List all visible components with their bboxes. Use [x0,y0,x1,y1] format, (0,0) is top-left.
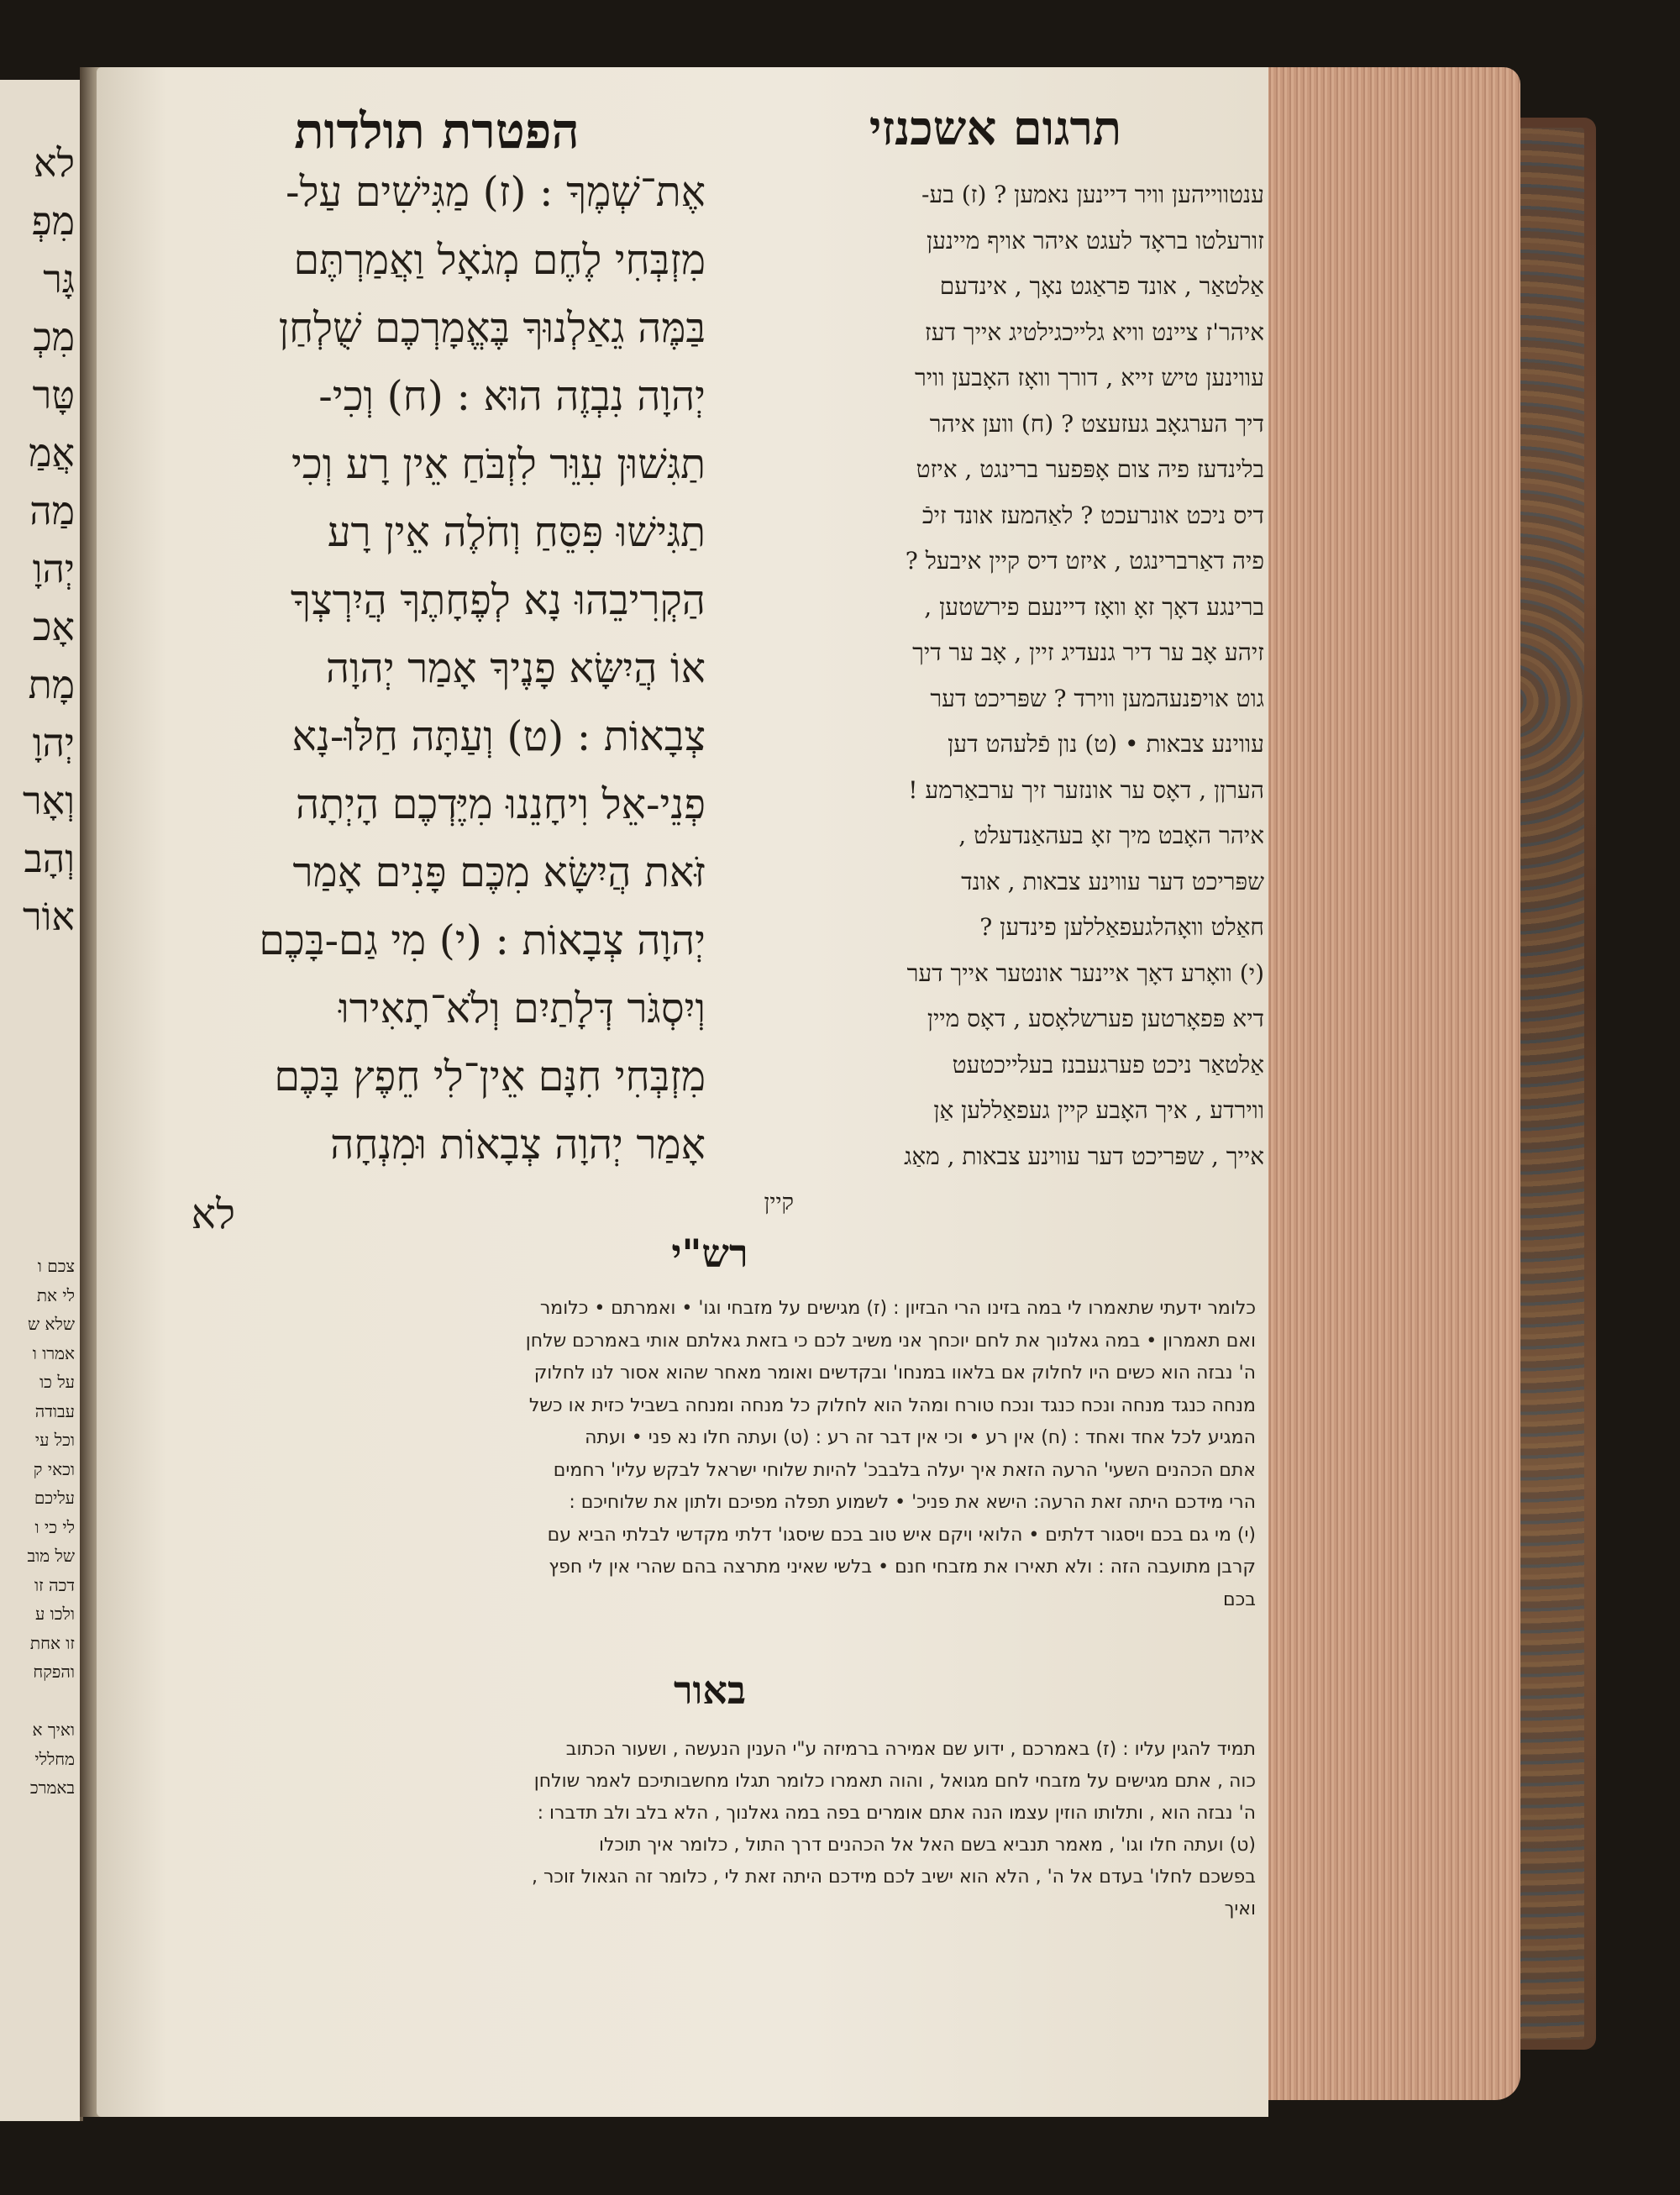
hebrew-verse-line: וְיִסְגֹּר דְּלָתַיִם וְלֹא־תָאִירוּ [339,985,706,1032]
catchword: קיין [764,1189,794,1216]
hebrew-verse-line: הַקְרִיבֵהוּ נָא לְפֶחָתֶךָ הֲיִרְצְךָ [290,576,706,624]
facing-page-fragment: דכה זו [34,1574,75,1595]
running-head-haftarah: הפטרת תולדות [294,102,580,160]
hebrew-verse-line: צְבָאוֹת : (ט) וְעַתָּה חַלּוּ-נָא [291,712,706,760]
translation-line: זיהע אָב ער דיר גנעדיג זיין , אָב ער דיך [912,638,1264,666]
facing-page-fragment: לא [33,140,75,186]
running-head-translation: תרגום אשכנזי [869,101,1122,156]
rashi-heading: רש"י [671,1231,748,1276]
hebrew-verse-line: פְנֵי-אֵל וִיחָנֵנוּ מִיֶּדְכֶם הָיְתָה [296,780,706,828]
facing-page-fragment: מַה [29,488,75,533]
yiddish-translation-column [735,181,1264,1340]
facing-page-fragment: וכאי ק [33,1458,75,1479]
hebrew-verse-line: תַגִּשׁוּן עִוֵּר לִזְבֹּחַ אֵין רָע וְכִי [291,440,706,488]
facing-page-fragment: זו אחת [29,1632,75,1653]
rashi-line: מנחה כנגד מנחה ונכח כנגד ונכח טורח ומהל הוא לחלוק כל מנחה ומנחה בשביל כזית או כשל [528,1394,1256,1416]
translation-line: שפּריכט דער עווינע צבאות , אונד [961,867,1264,895]
rashi-line: קרבן מתועבה הזה : ולא תאירו את מזבחי חנם • בלשי שאיני מתרצה בהם שהרי אין לי חפץ [549,1557,1256,1578]
hebrew-verse-line: מִזְבְּחִי לֶחֶם מְגֹאָל וַאֲמַרְתֶּם [293,236,706,284]
translation-line: איהר האָבט מיך זאָ בעהאַנדעלט , [958,822,1264,849]
translation-line: חאַלט וואָהלגעפאַללען פינדען ? [979,913,1264,941]
translation-line: דיא פּפאָרטען פערשלאָסע , דאָס מיין [927,1005,1264,1032]
facing-page-fragment: צכם ו [37,1256,75,1276]
hebrew-text-column [134,168,706,1302]
translation-line: אַלטאַר , אונד פראַגט נאָך , אינדעם [939,272,1264,300]
biur-line: כוה , אתם מגישים על מזבחי לחם מגואל , והוה תאמרו כלומר תגלו מחשבותיכם לאמר שולחן [533,1771,1256,1792]
facing-page-fragment: וְהָב [24,836,75,881]
hebrew-verse-line: אֶת־שְׁמֶךָ : (ז) מַגִּישִׁים עַל- [286,168,706,216]
facing-page-fragment: טָּר [32,372,75,417]
catchword: לא [191,1190,235,1238]
hebrew-verse-line: אוֹ הֲיִשָּׂא פָנֶיךָ אָמַר יְהוָה [325,644,706,692]
facing-page-fragment: על כו [39,1372,75,1392]
rashi-line: ה' נבזה הוא כשים היו לחלוק אם בלאוו במנחו' ובקדשים ואומר מאחר שהוא אסור לנו לחלוק [533,1363,1256,1384]
translation-line: עווינע צבאות • (ט) נון פֿלעהט דען [948,730,1264,758]
facing-page-fragment: ולכו ע [34,1604,75,1624]
rashi-line: הרי מידכם היתה זאת הרעה: הישא את פניכ' • לשמוע תפלה מפיכם ולתון את שלוחיכם : [569,1492,1256,1513]
rashi-line: כלומר ידעתי שתאמרו לי במה בזינו הרי הבזיון : (ז) מגישים על מזבחי וגו' • ואמרתם • כלומר [539,1298,1256,1319]
facing-page-fragment: יְהוָ [32,546,75,591]
facing-page-fragment: אוֹר [23,894,75,939]
facing-page-fragment: אֲמַ [29,430,75,475]
facing-page-fragment: וכל עי [34,1430,75,1450]
biur-heading: באור [673,1667,747,1713]
translation-line: אייך , שפּריכט דער עווינע צבאות , מאַג [904,1142,1264,1170]
translation-line: (י) וואָרע דאָך איינער אונטער אייך דער [906,958,1264,987]
facing-page-fragment: לי כי ו [34,1516,75,1537]
facing-page-fragment: גָּר [43,256,75,302]
translation-line: פיה דאַרברינגט , איזט דיס קיין איבעל ? [905,547,1264,575]
translation-line: ברינגע דאָך זאָ וואָז דיינעם פירשטען , [924,592,1264,621]
facing-page-fragment: עליכם [34,1488,75,1508]
facing-page-fragment: ואיך א [32,1720,75,1740]
hebrew-verse-line: בַּמֶּה גֵאַלְנוּךָ בֶּאֱמָרְכֶם שֻׁלְחַן [278,304,706,352]
translation-line: בלינדעז פיה צום אָפּפער ברינגט , איזט [916,455,1264,483]
rashi-line: ואם תאמרון • במה גאלנוך את לחם יוכחך אני משיב לכם כי בזאת גאלתם אותי באמרכם שלחן [525,1330,1256,1352]
biur-line: ה' נבזה הוא , ותלותו הוזין עצמו הנה אתם אומרים בפה במה גאלנוך , הלא בלב ולב תדברו : [537,1803,1256,1824]
translation-line: ווירדע , איך האָבע קיין געפאַללען אַן [933,1096,1264,1124]
facing-page-fragment: שלא ש [27,1314,75,1334]
translation-line: גוט אויפנעהמען ווירד ? שפּריכט דער [930,684,1264,712]
facing-page-fragment: מִפְ [31,198,75,244]
translation-line: הערןן , דאָס ער אונזער זיך ערבאַרמע ! [908,775,1264,804]
facing-page-fragment: עבודה [34,1400,75,1421]
facing-page-fragment: מָת [28,662,75,707]
translation-line: דיך הערגאָב געזעצט ? (ח) ווען איהר [929,409,1264,438]
rashi-line: המגיע לכל אחד ואחד : (ח) אין רע • וכי אין דבר זה רע : (ט) ועתה חלו נא פני • ועתה [585,1427,1256,1448]
facing-page-fragment: של מוב [27,1546,75,1566]
facing-page-fragment: והפקח [33,1662,75,1682]
facing-page-fragment: יְהוָ [32,720,75,765]
biur-line: ואיך [1224,1898,1256,1919]
facing-page-fragment: באמרכ [29,1778,75,1798]
facing-page-fragment: מִכְ [33,314,75,360]
translation-line: עווינען טיש זייא , דורך וואָז האָבען וויר [914,364,1264,391]
rashi-line: בכם [1223,1588,1256,1610]
biur-line: תמיד להגין עליו : (ז) באמרכם , ידוע שם אמירה ברמיזה ע"י הענין הנעשה , ושעור הכתוב [565,1739,1256,1760]
facing-page-fragment: אמרו ו [32,1342,75,1363]
book-page [97,67,1268,2117]
hebrew-verse-line: מִזְבְּחִי חִנָּם אֵין־לִי חֵפֶץ בָּכֶם [274,1053,706,1100]
hebrew-verse-line: אָמַר יְהוָה צְבָאוֹת וּמִנְחָה [330,1121,706,1168]
hebrew-verse-line: יְהוָה נִבְזֶה הוּא : (ח) וְכִי- [318,372,706,420]
rashi-line: אתם הכהנים השעי' הרעה הזאת איך יעלה בלבבכ' להיות שלוחי ישראל לבקש עליו' רחמים [553,1459,1256,1481]
hebrew-verse-line: תַגִּישׁוּ פִּסֵּחַ וְחֹלֶה אֵין רָע [327,508,706,556]
translation-line: זורעלטו בראָד לעגט איהר אויף מיינען [926,226,1264,255]
hebrew-verse-line: זֹּאת הֲיִשָּׂא מִכֶּם פָּנִים אָמַר [292,848,706,896]
rashi-line: (י) מי גם בכם ויסגור דלתים • הלואי ויקם איש טוב בכם שיסגו' דלתי מקדשי לבלתי הביא עם [547,1524,1256,1546]
hebrew-verse-line: יְהוָה צְבָאוֹת : (י) מִי גַם-בָּכֶם [259,916,706,964]
facing-page-fragment: וְאָר [23,778,75,823]
biur-line: (ט) ועתה חלו וגו' , מאמר תנביא בשם האל אל הכהנים דרך התול , כלומר איך תוכלו [599,1835,1256,1856]
facing-page [0,80,83,2121]
biur-line: בפשכם לחלו' בעדם אל ה' , הלא הוא ישיב לכם מידכם היתה זאת לי , כלומר זה הגאול זוכר , [531,1867,1256,1888]
translation-line: איהר'ז ציינט וויא גלייכגילטיג אייך דעז [924,318,1264,346]
translation-line: אַלטאַר ניכט פערגעבנז בעלייכטעט [952,1050,1264,1079]
biur-commentary [143,1739,1256,2024]
facing-page-fragment: אָכ [32,604,75,649]
facing-page-fragment: מחללי [34,1748,75,1769]
facing-page-fragment: לי את [36,1284,75,1305]
page-edges [1260,67,1520,2100]
translation-line: דיס ניכט אונרעכט ? לאַהמעז אונד זיכֿ [921,501,1264,529]
translation-line: ענטווייהען וויר דיינען נאמען ? (ז) בע- [921,181,1264,208]
